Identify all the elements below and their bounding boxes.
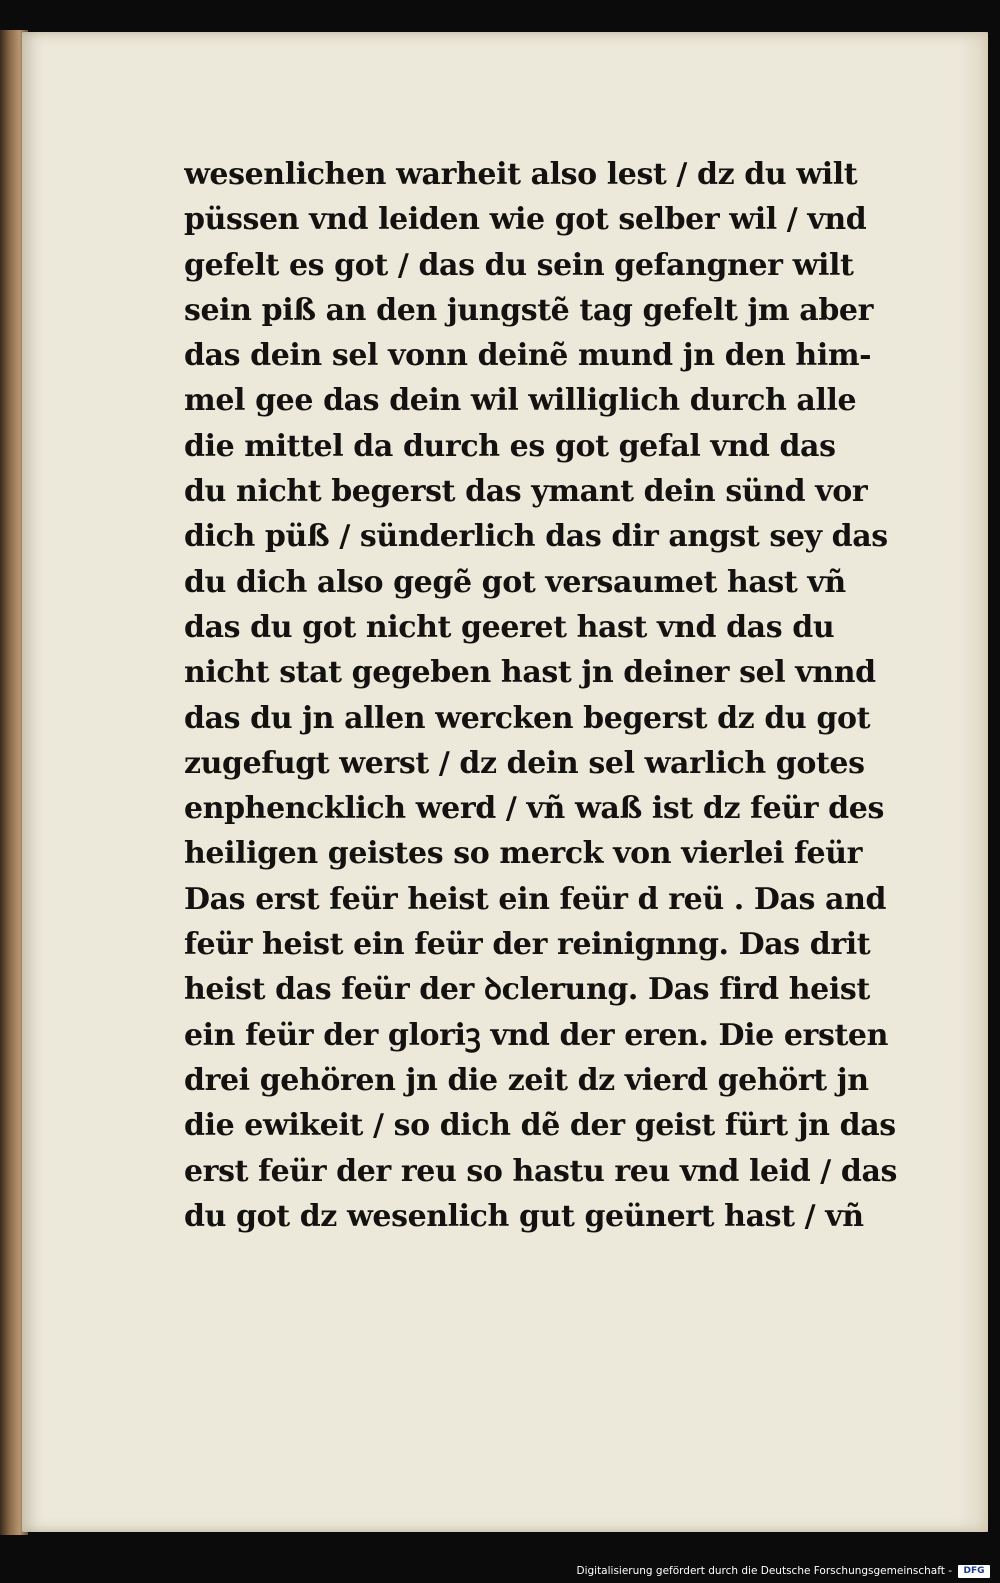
- text-line: das du got nicht geeret hast vnd das du: [184, 609, 835, 645]
- text-line: Das erst feür heist ein feür d reü . Das and: [184, 881, 887, 917]
- text-line: sein piß an den jungstẽ tag gefelt jm aber: [184, 292, 874, 328]
- text-block: [184, 152, 900, 1239]
- text-line: du got dz wesenlich gut geünert hast / vñ: [184, 1198, 864, 1234]
- text-line: drei gehören jn die zeit dz vierd gehört jn: [184, 1062, 869, 1098]
- text-line: die mittel da durch es got gefal vnd das: [184, 428, 836, 464]
- text-line: zugefugt werst / dz dein sel warlich gotes: [184, 745, 865, 781]
- text-line: dich püß / sünderlich das dir angst sey das: [184, 519, 888, 555]
- text-line: gefelt es got / das du sein gefangner wilt: [184, 247, 854, 283]
- text-line: enphencklich werd / vñ waß ist dz feür des: [184, 791, 884, 827]
- text-line: feür heist ein feür der reinignng. Das drit: [184, 927, 871, 963]
- footer-bar: [0, 1539, 1000, 1583]
- dfg-logo: DFG: [958, 1565, 990, 1578]
- text-line: heist das feür der ꝺclerung. Das fird heist: [184, 972, 870, 1008]
- text-line: mel gee das dein wil williglich durch alle: [184, 383, 857, 419]
- text-line: püssen vnd leiden wie got selber wil / vnd: [184, 202, 867, 238]
- text-line: wesenlichen warheit also lest / dz du wilt: [184, 157, 858, 192]
- text-line: erst feür der reu so hastu reu vnd leid / das: [184, 1153, 898, 1189]
- text-line: heiligen geistes so merck von vierlei feür: [184, 836, 863, 872]
- text-line: nicht stat gegeben hast jn deiner sel vnnd: [184, 655, 876, 691]
- text-line: du nicht begerst das ymant dein sünd vor: [184, 474, 868, 510]
- page-edge-shading: [958, 32, 988, 1532]
- text-line: das du jn allen wercken begerst dz du got: [184, 700, 871, 736]
- funding-credit: Digitalisierung gefördert durch die Deutsche Forschungsgemeinschaft -: [576, 1565, 952, 1577]
- text-line: das dein sel vonn deinẽ mund jn den him-: [184, 338, 872, 374]
- text-line: die ewikeit / so dich dẽ der geist fürt jn das: [184, 1108, 896, 1144]
- text-line: ein feür der gloriꝫ vnd der eren. Die ersten: [184, 1017, 889, 1053]
- text-line: du dich also gegẽ got versaumet hast vñ: [184, 564, 846, 600]
